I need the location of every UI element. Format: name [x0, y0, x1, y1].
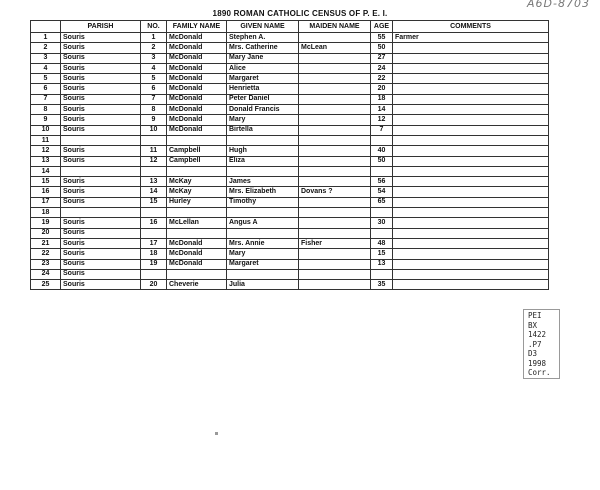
cell-parish: Souris: [61, 156, 141, 166]
cell-number: 13: [141, 177, 167, 187]
cell-age: 40: [371, 146, 393, 156]
cell-parish: Souris: [61, 146, 141, 156]
cell-age: [371, 166, 393, 176]
cell-row-number: 3: [31, 53, 61, 63]
cell-parish: [61, 135, 141, 145]
cell-number: 5: [141, 74, 167, 84]
cell-age: 15: [371, 249, 393, 259]
cell-parish: Souris: [61, 94, 141, 104]
cell-family-name: McDonald: [167, 125, 227, 135]
page-title: 1890 ROMAN CATHOLIC CENSUS OF P. E. I.: [212, 9, 388, 18]
cell-age: 14: [371, 105, 393, 115]
cell-given-name: Margaret: [227, 74, 299, 84]
cell-maiden-name: [299, 280, 371, 290]
cell-family-name: [167, 269, 227, 279]
cell-age: 50: [371, 156, 393, 166]
cell-comments: [393, 187, 549, 197]
cell-number: 17: [141, 238, 167, 248]
cell-number: 20: [141, 280, 167, 290]
cell-row-number: 2: [31, 43, 61, 53]
cell-family-name: McDonald: [167, 74, 227, 84]
cell-given-name: [227, 228, 299, 238]
cell-comments: [393, 115, 549, 125]
cell-number: 19: [141, 259, 167, 269]
cell-age: 56: [371, 177, 393, 187]
table-row: [31, 156, 549, 166]
cell-comments: [393, 218, 549, 228]
cell-parish: Souris: [61, 74, 141, 84]
cell-age: 50: [371, 43, 393, 53]
table-row: [31, 53, 549, 63]
table-row: [31, 94, 549, 104]
cell-number: [141, 135, 167, 145]
cell-comments: [393, 238, 549, 248]
catalog-stamp: [523, 309, 560, 379]
cell-given-name: Mrs. Catherine: [227, 43, 299, 53]
cell-row-number: 7: [31, 94, 61, 104]
cell-parish: Souris: [61, 238, 141, 248]
cell-given-name: Hugh: [227, 146, 299, 156]
cell-family-name: Hurley: [167, 197, 227, 207]
cell-family-name: McDonald: [167, 105, 227, 115]
cell-number: 4: [141, 63, 167, 73]
cell-comments: [393, 177, 549, 187]
cell-age: 55: [371, 33, 393, 43]
cell-given-name: James: [227, 177, 299, 187]
stamp-line: D3: [528, 349, 538, 358]
column-header-age: AGE: [371, 21, 393, 33]
cell-age: 22: [371, 74, 393, 84]
cell-maiden-name: [299, 115, 371, 125]
cell-parish: Souris: [61, 218, 141, 228]
table-row: [31, 280, 549, 290]
cell-family-name: McDonald: [167, 84, 227, 94]
cell-parish: Souris: [61, 269, 141, 279]
cell-maiden-name: [299, 33, 371, 43]
cell-age: 12: [371, 115, 393, 125]
cell-given-name: Birtella: [227, 125, 299, 135]
cell-given-name: Timothy: [227, 197, 299, 207]
cell-given-name: Peter Daniel: [227, 94, 299, 104]
cell-number: 8: [141, 105, 167, 115]
cell-number: 10: [141, 125, 167, 135]
cell-row-number: 12: [31, 146, 61, 156]
cell-maiden-name: Fisher: [299, 238, 371, 248]
cell-maiden-name: [299, 146, 371, 156]
cell-row-number: 20: [31, 228, 61, 238]
cell-parish: Souris: [61, 105, 141, 115]
cell-age: [371, 228, 393, 238]
cell-comments: Farmer: [393, 33, 549, 43]
cell-given-name: Angus A: [227, 218, 299, 228]
cell-family-name: McLellan: [167, 218, 227, 228]
stamp-line: .P7: [528, 339, 542, 349]
cell-row-number: 23: [31, 259, 61, 269]
cell-family-name: McDonald: [167, 115, 227, 125]
table-row: [31, 63, 549, 73]
cell-number: 11: [141, 146, 167, 156]
cell-age: 65: [371, 197, 393, 207]
cell-number: [141, 208, 167, 218]
cell-age: 48: [371, 238, 393, 248]
cell-comments: [393, 105, 549, 115]
cell-family-name: McDonald: [167, 63, 227, 73]
table-row: [31, 187, 549, 197]
cell-family-name: Campbell: [167, 156, 227, 166]
cell-given-name: [227, 135, 299, 145]
cell-given-name: Mary: [227, 249, 299, 259]
column-header-family-name: FAMILY NAME: [167, 21, 227, 33]
cell-maiden-name: [299, 74, 371, 84]
cell-maiden-name: [299, 156, 371, 166]
cell-age: 54: [371, 187, 393, 197]
stamp-line: BX: [528, 320, 538, 330]
cell-age: 13: [371, 259, 393, 269]
cell-given-name: Stephen A.: [227, 33, 299, 43]
cell-row-number: 17: [31, 197, 61, 207]
cell-parish: Souris: [61, 187, 141, 197]
cell-parish: [61, 166, 141, 176]
cell-given-name: Margaret: [227, 259, 299, 269]
cell-comments: [393, 53, 549, 63]
cell-given-name: [227, 208, 299, 218]
cell-row-number: 14: [31, 166, 61, 176]
cell-age: 18: [371, 94, 393, 104]
cell-maiden-name: [299, 228, 371, 238]
cell-family-name: McKay: [167, 177, 227, 187]
table-row: [31, 74, 549, 84]
cell-number: 6: [141, 84, 167, 94]
cell-parish: [61, 208, 141, 218]
cell-maiden-name: [299, 135, 371, 145]
cell-maiden-name: [299, 166, 371, 176]
cell-number: 18: [141, 249, 167, 259]
stamp-line: 1422: [528, 330, 547, 339]
cell-comments: [393, 146, 549, 156]
cell-age: [371, 135, 393, 145]
cell-parish: Souris: [61, 53, 141, 63]
stamp-line: PEI: [528, 311, 542, 320]
cell-comments: [393, 228, 549, 238]
table-row: [31, 84, 549, 94]
cell-maiden-name: [299, 197, 371, 207]
column-header-row-number: [31, 21, 61, 33]
cell-given-name: Julia: [227, 280, 299, 290]
table-row: [31, 105, 549, 115]
cell-maiden-name: [299, 218, 371, 228]
cell-comments: [393, 197, 549, 207]
cell-age: 27: [371, 53, 393, 63]
cell-row-number: 6: [31, 84, 61, 94]
column-header-comments: COMMENTS: [393, 21, 549, 33]
table-row: [31, 197, 549, 207]
cell-family-name: McDonald: [167, 249, 227, 259]
table-row: [31, 125, 549, 135]
cell-comments: [393, 125, 549, 135]
table-row: [31, 269, 549, 279]
cell-parish: Souris: [61, 33, 141, 43]
cell-parish: Souris: [61, 228, 141, 238]
cell-age: 30: [371, 218, 393, 228]
cell-given-name: Mary Jane: [227, 53, 299, 63]
cell-family-name: [167, 166, 227, 176]
cell-maiden-name: [299, 94, 371, 104]
cell-family-name: [167, 208, 227, 218]
cell-number: 12: [141, 156, 167, 166]
cell-number: 1: [141, 33, 167, 43]
table-header-row: [31, 21, 549, 33]
table-row: [31, 208, 549, 218]
cell-parish: Souris: [61, 177, 141, 187]
cell-row-number: 9: [31, 115, 61, 125]
corner-mark: A6D-8703: [527, 0, 590, 10]
cell-maiden-name: Dovans ?: [299, 187, 371, 197]
cell-row-number: 13: [31, 156, 61, 166]
cell-comments: [393, 135, 549, 145]
column-header-maiden-name: MAIDEN NAME: [299, 21, 371, 33]
cell-age: [371, 208, 393, 218]
cell-comments: [393, 94, 549, 104]
table-row: [31, 115, 549, 125]
cell-parish: Souris: [61, 280, 141, 290]
cell-row-number: 25: [31, 280, 61, 290]
cell-row-number: 16: [31, 187, 61, 197]
cell-row-number: 15: [31, 177, 61, 187]
cell-maiden-name: [299, 105, 371, 115]
cell-number: 16: [141, 218, 167, 228]
table-row: [31, 135, 549, 145]
cell-maiden-name: [299, 53, 371, 63]
cell-given-name: Mrs. Annie: [227, 238, 299, 248]
column-header-given-name: GIVEN NAME: [227, 21, 299, 33]
cell-row-number: 19: [31, 218, 61, 228]
cell-parish: Souris: [61, 259, 141, 269]
cell-age: 20: [371, 84, 393, 94]
table-row: [31, 228, 549, 238]
cell-maiden-name: [299, 125, 371, 135]
cell-number: 15: [141, 197, 167, 207]
cell-comments: [393, 156, 549, 166]
cell-age: 24: [371, 63, 393, 73]
cell-given-name: Donald Francis: [227, 105, 299, 115]
cell-parish: Souris: [61, 125, 141, 135]
cell-comments: [393, 208, 549, 218]
cell-comments: [393, 63, 549, 73]
table-row: [31, 238, 549, 248]
cell-comments: [393, 166, 549, 176]
cell-comments: [393, 269, 549, 279]
cell-number: 2: [141, 43, 167, 53]
cell-row-number: 24: [31, 269, 61, 279]
table-row: [31, 249, 549, 259]
cell-number: 14: [141, 187, 167, 197]
cell-age: [371, 269, 393, 279]
scan-speck: [215, 432, 218, 435]
cell-given-name: [227, 269, 299, 279]
cell-comments: [393, 280, 549, 290]
census-table: [30, 20, 549, 290]
cell-comments: [393, 259, 549, 269]
cell-maiden-name: [299, 177, 371, 187]
cell-row-number: 18: [31, 208, 61, 218]
cell-number: 3: [141, 53, 167, 63]
cell-parish: Souris: [61, 249, 141, 259]
table-row: [31, 218, 549, 228]
cell-comments: [393, 43, 549, 53]
cell-maiden-name: [299, 208, 371, 218]
cell-family-name: Campbell: [167, 146, 227, 156]
cell-given-name: Henrietta: [227, 84, 299, 94]
cell-parish: Souris: [61, 197, 141, 207]
cell-row-number: 5: [31, 74, 61, 84]
cell-parish: Souris: [61, 43, 141, 53]
cell-given-name: Mary: [227, 115, 299, 125]
cell-given-name: Eliza: [227, 156, 299, 166]
cell-parish: Souris: [61, 63, 141, 73]
cell-maiden-name: [299, 63, 371, 73]
cell-age: 35: [371, 280, 393, 290]
cell-comments: [393, 74, 549, 84]
cell-number: 7: [141, 94, 167, 104]
cell-family-name: [167, 228, 227, 238]
cell-family-name: Cheverie: [167, 280, 227, 290]
cell-family-name: McDonald: [167, 43, 227, 53]
cell-maiden-name: McLean: [299, 43, 371, 53]
cell-comments: [393, 249, 549, 259]
cell-maiden-name: [299, 269, 371, 279]
cell-family-name: [167, 135, 227, 145]
column-header-number: NO.: [141, 21, 167, 33]
cell-family-name: McDonald: [167, 53, 227, 63]
cell-row-number: 21: [31, 238, 61, 248]
cell-family-name: McDonald: [167, 33, 227, 43]
cell-comments: [393, 84, 549, 94]
table-row: [31, 177, 549, 187]
cell-given-name: [227, 166, 299, 176]
table-row: [31, 33, 549, 43]
cell-row-number: 10: [31, 125, 61, 135]
cell-maiden-name: [299, 249, 371, 259]
column-header-parish: PARISH: [61, 21, 141, 33]
cell-family-name: McDonald: [167, 238, 227, 248]
table-body: [31, 33, 549, 290]
cell-family-name: McKay: [167, 187, 227, 197]
cell-row-number: 1: [31, 33, 61, 43]
cell-age: 7: [371, 125, 393, 135]
stamp-line: Corr.: [528, 368, 551, 377]
cell-row-number: 11: [31, 135, 61, 145]
stamp-line: 1998: [528, 358, 547, 368]
cell-row-number: 8: [31, 105, 61, 115]
cell-parish: Souris: [61, 84, 141, 94]
table-row: [31, 146, 549, 156]
cell-number: [141, 269, 167, 279]
cell-row-number: 4: [31, 63, 61, 73]
cell-family-name: McDonald: [167, 94, 227, 104]
cell-number: [141, 228, 167, 238]
cell-family-name: McDonald: [167, 259, 227, 269]
cell-number: [141, 166, 167, 176]
cell-row-number: 22: [31, 249, 61, 259]
cell-given-name: Alice: [227, 63, 299, 73]
table-row: [31, 259, 549, 269]
table-row: [31, 166, 549, 176]
cell-number: 9: [141, 115, 167, 125]
cell-given-name: Mrs. Elizabeth: [227, 187, 299, 197]
cell-maiden-name: [299, 259, 371, 269]
cell-parish: Souris: [61, 115, 141, 125]
cell-maiden-name: [299, 84, 371, 94]
table-row: [31, 43, 549, 53]
